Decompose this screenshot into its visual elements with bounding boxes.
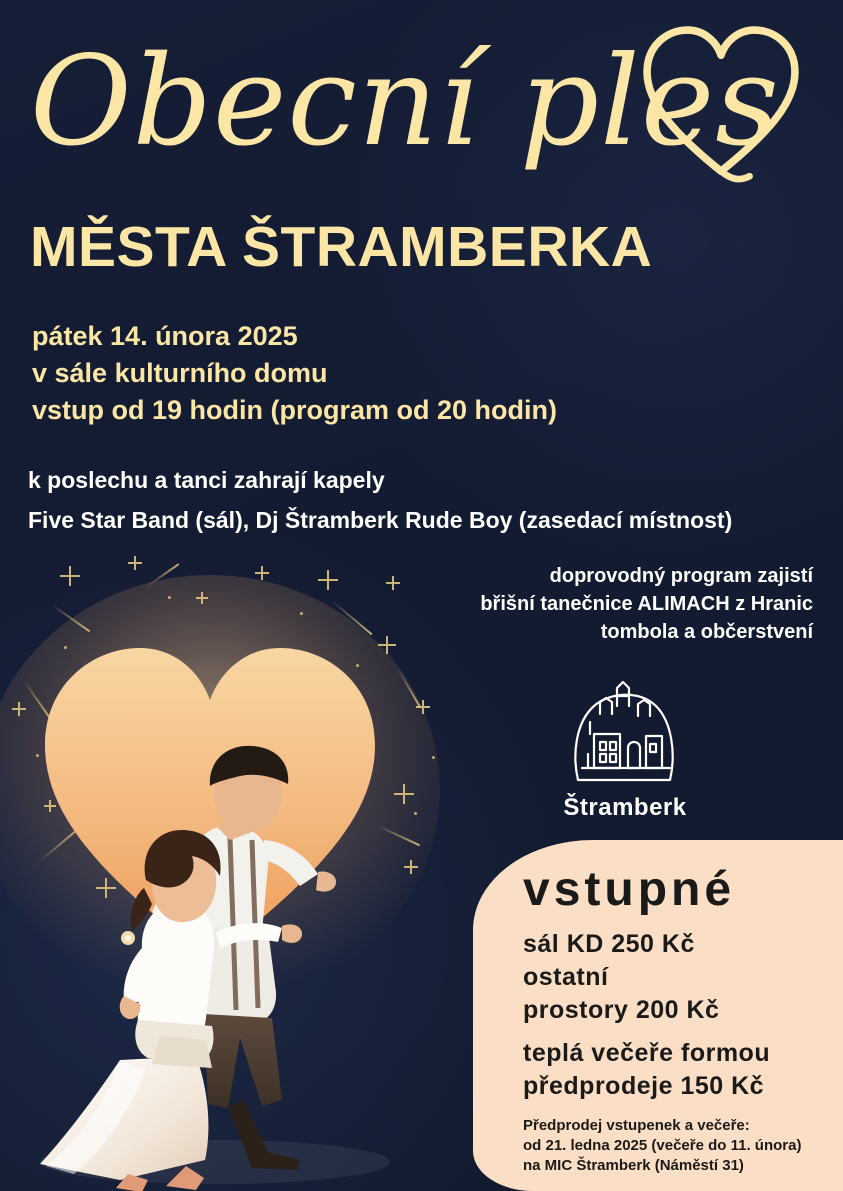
price-panel	[473, 840, 843, 1191]
price-item-dinner-1: teplá večeře formou	[523, 1039, 771, 1067]
price-title: vstupné	[523, 863, 736, 916]
event-when-block	[32, 318, 557, 429]
event-time: vstup od 19 hodin (program od 20 hodin)	[32, 395, 557, 425]
event-venue: v sále kulturního domu	[32, 358, 328, 388]
event-bands-block	[28, 460, 732, 540]
presale-note-line-2: od 21. ledna 2025 (večeře do 11. února)	[523, 1137, 802, 1154]
price-item-hall: sál KD 250 Kč	[523, 930, 695, 958]
event-date: pátek 14. února 2025	[32, 321, 298, 351]
bands-intro: k poslechu a tanci zahrají kapely	[28, 467, 385, 493]
extra-tombola: tombola a občerstvení	[600, 621, 813, 643]
extra-intro: doprovodný program zajistí	[549, 565, 813, 587]
bands-list: Five Star Band (sál), Dj Štramberk Rude Boy (zasedací místnost)	[28, 507, 733, 533]
presale-note	[523, 1116, 817, 1176]
dancing-couple-illustration	[0, 540, 470, 1191]
price-list	[523, 928, 817, 1103]
heart-outline-icon	[637, 20, 805, 188]
town-name: Štramberk	[563, 794, 687, 821]
price-item-dinner-2: předprodeje 150 Kč	[523, 1072, 765, 1100]
town-logo	[560, 676, 690, 822]
presale-note-line-1: Předprodej vstupenek a večeře:	[523, 1117, 750, 1134]
extra-dancers: břišní tanečnice ALIMACH z Hranic	[480, 593, 813, 615]
town-castle-icon	[570, 676, 680, 788]
presale-note-line-3: na MIC Štramberk (Náměstí 31)	[523, 1157, 744, 1174]
price-item-other-1: ostatní	[523, 963, 609, 991]
price-item-other-2: prostory 200 Kč	[523, 996, 720, 1024]
page-title-script: Obecní ples	[30, 30, 780, 174]
page-title-main: MĚSTA ŠTRAMBERKA	[30, 215, 653, 279]
